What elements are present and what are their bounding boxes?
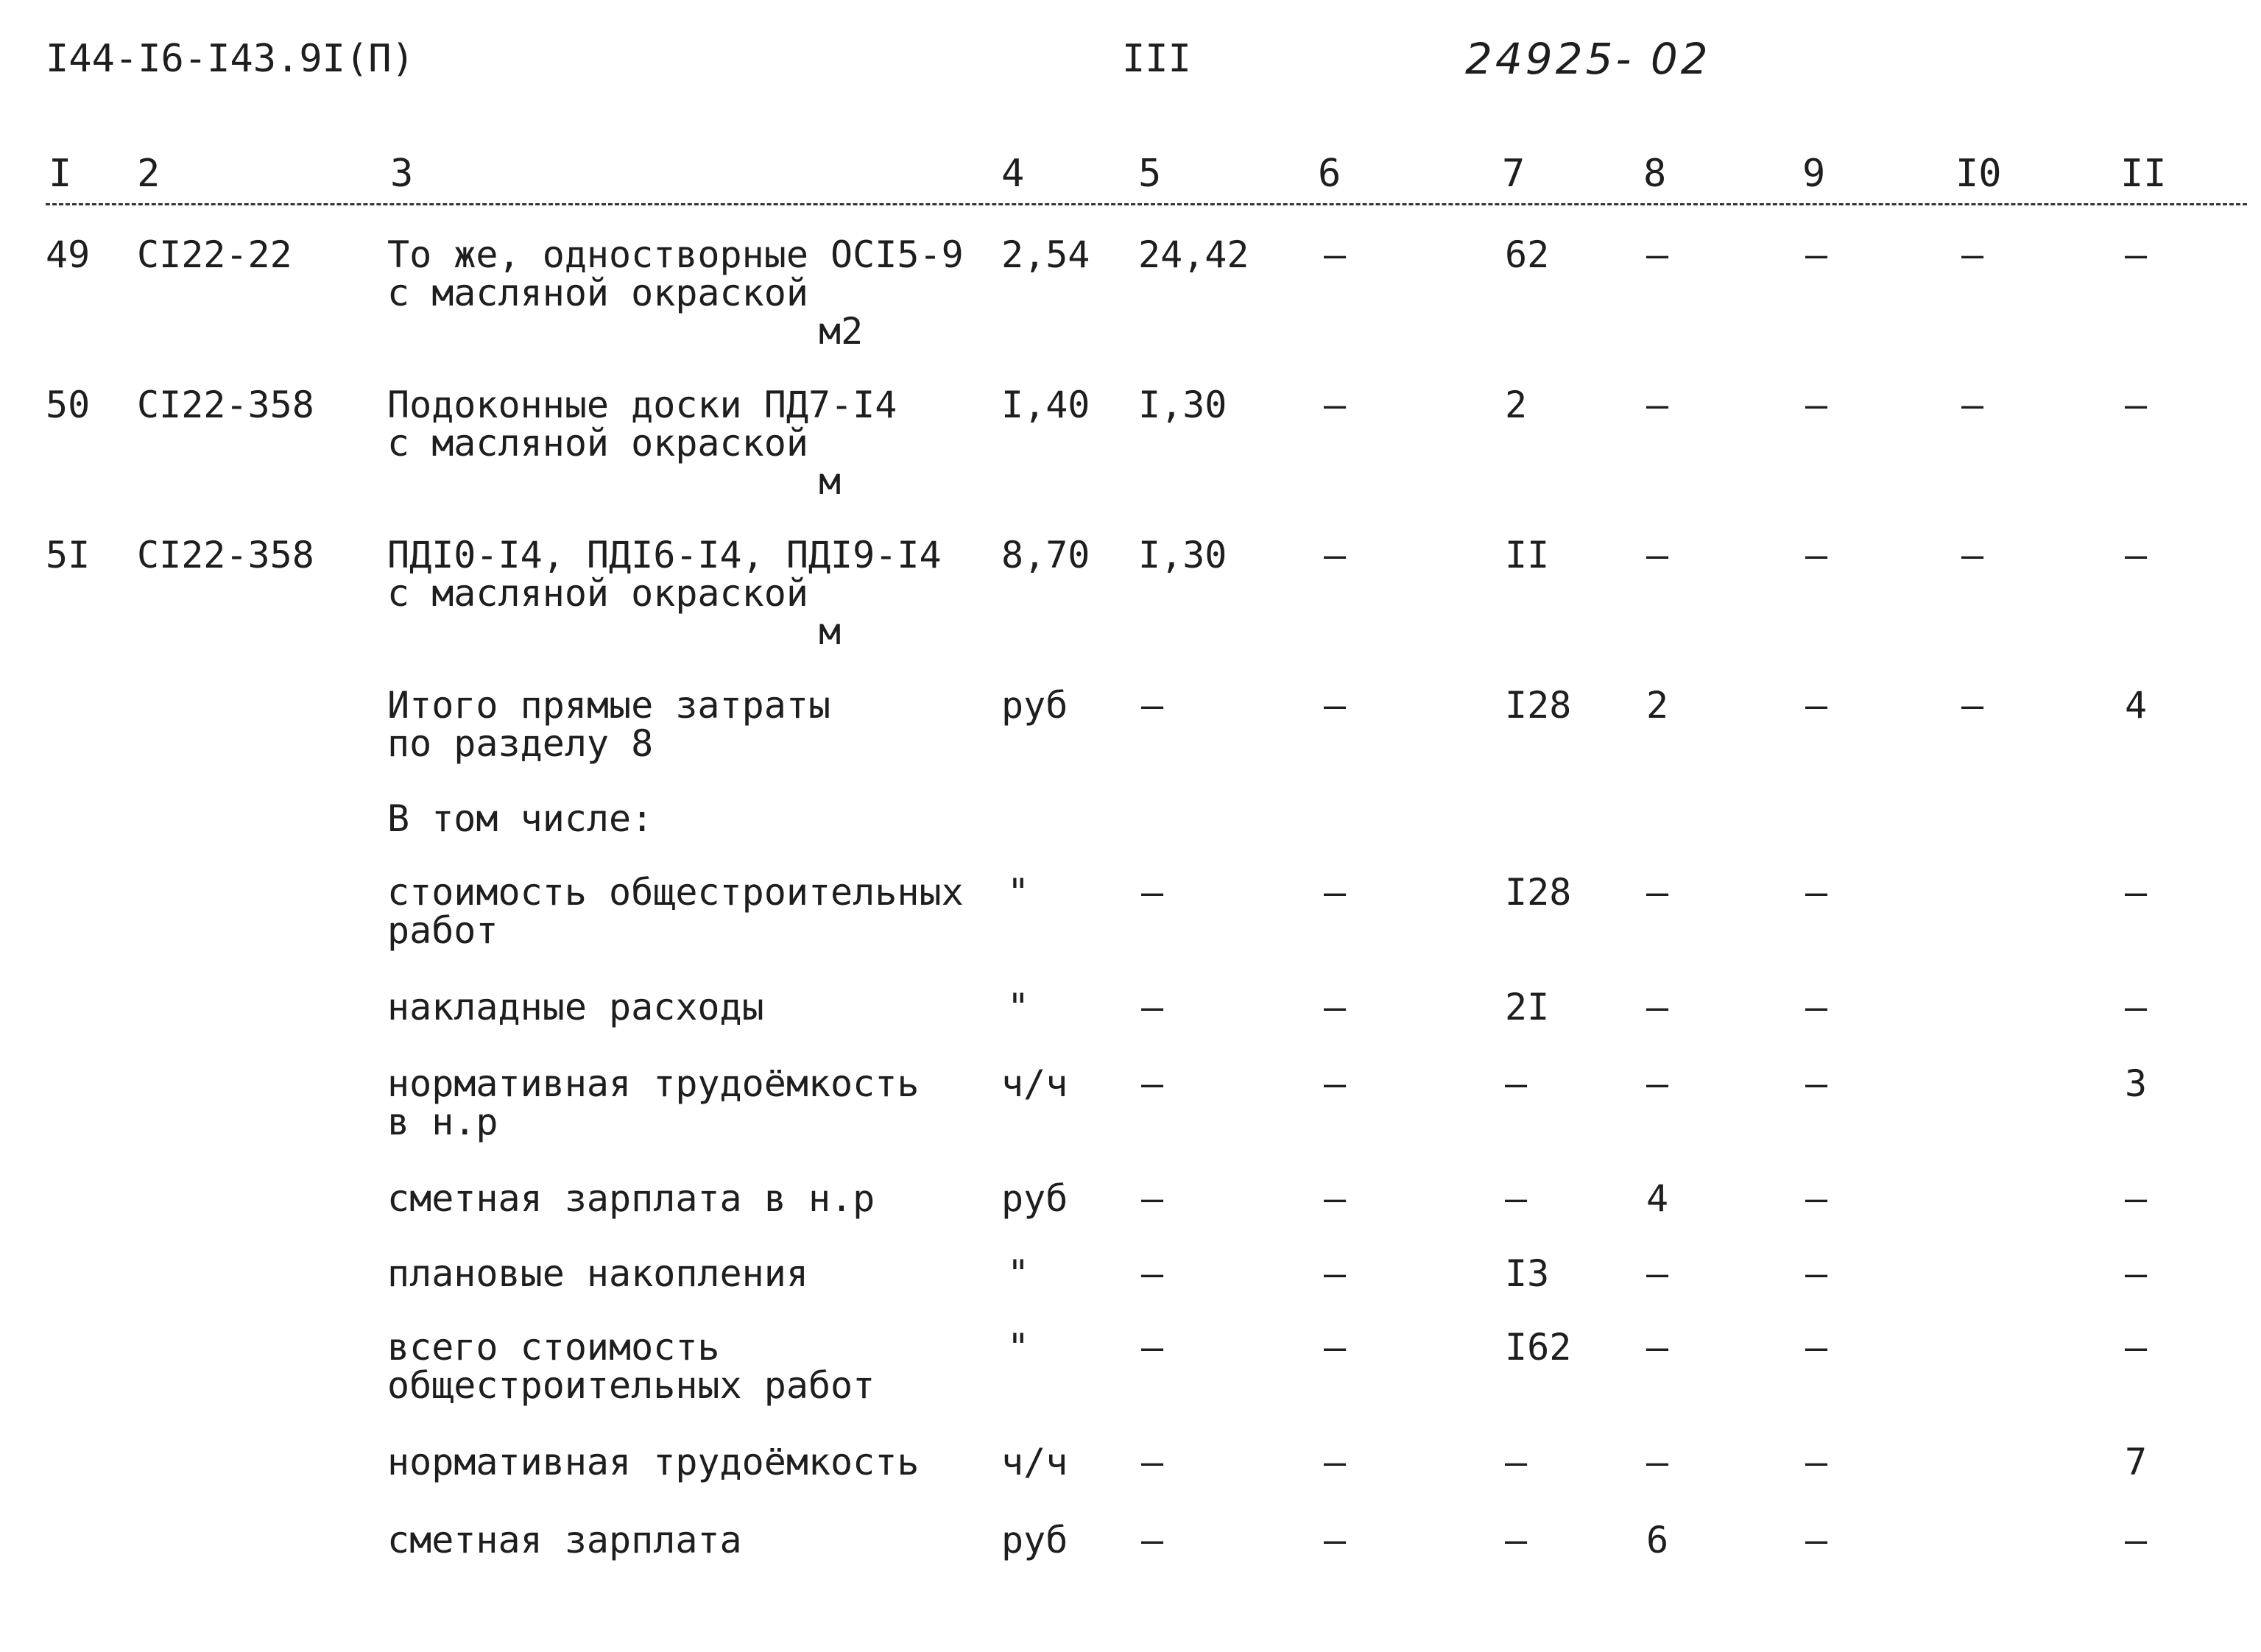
cell-col8: 4 [1646, 1177, 1669, 1220]
breakdown-description: нормативная трудоёмкость [387, 1062, 920, 1105]
cell-col6: – [1324, 1519, 1347, 1561]
cell-col5: – [1141, 871, 1164, 914]
cell-col8: – [1646, 871, 1669, 914]
cell-col9: – [1805, 1252, 1828, 1295]
cell-col11: 3 [2125, 1062, 2148, 1105]
breakdown-description: плановые накопления [387, 1252, 808, 1295]
breakdown-description: работ [387, 909, 498, 952]
row-description: с масляной окраской [387, 422, 808, 465]
column-number: 8 [1643, 152, 1667, 196]
cell-col8: – [1646, 384, 1669, 426]
cell-col11: – [2125, 1519, 2148, 1561]
cell-col11: – [2125, 534, 2148, 576]
column-number: 4 [1001, 152, 1025, 196]
cell-col7: 62 [1505, 233, 1550, 276]
cell-col8: – [1646, 1062, 1669, 1105]
column-number: 6 [1318, 152, 1341, 196]
cell-col9: – [1805, 871, 1828, 914]
cell-col4: " [1007, 986, 1030, 1028]
cell-col4: руб [1001, 684, 1068, 727]
breakdown-description: накладные расходы [387, 986, 764, 1028]
breakdown-description: стоимость общестроительных [387, 871, 964, 914]
cell-col11: – [2125, 1177, 2148, 1220]
cell-col5: – [1141, 1519, 1164, 1561]
cell-col5: – [1141, 1252, 1164, 1295]
cell-col5: – [1141, 1062, 1164, 1105]
cell-col10: – [1961, 684, 1984, 727]
column-number: 5 [1138, 152, 1162, 196]
including-label: В том числе: [387, 797, 654, 840]
cell-col4: 2,54 [1001, 233, 1090, 276]
cell-col5: – [1141, 1441, 1164, 1483]
cell-col5: I,30 [1138, 534, 1227, 576]
cell-col7: I3 [1505, 1252, 1550, 1295]
cell-col7: 2 [1505, 384, 1528, 426]
row-number: 50 [46, 384, 91, 426]
cell-col7: II [1505, 534, 1550, 576]
cell-col8: – [1646, 534, 1669, 576]
cell-col5: 24,42 [1138, 233, 1249, 276]
cell-col4: I,40 [1001, 384, 1090, 426]
column-number: I [49, 152, 72, 196]
cell-col6: – [1324, 233, 1347, 276]
column-number: I0 [1955, 152, 2002, 196]
cell-col9: – [1805, 684, 1828, 727]
row-unit: м [819, 460, 842, 503]
cell-col6: – [1324, 534, 1347, 576]
cell-col6: – [1324, 1252, 1347, 1295]
cell-col5: – [1141, 1177, 1164, 1220]
row-unit: м [819, 610, 842, 653]
breakdown-description: в н.р [387, 1101, 498, 1143]
cell-col5: – [1141, 986, 1164, 1028]
row-description: ПДI0-I4, ПДI6-I4, ПДI9-I4 [387, 534, 942, 576]
cell-col10: – [1961, 534, 1984, 576]
cell-col4: " [1007, 1326, 1030, 1369]
cell-col9: – [1805, 1177, 1828, 1220]
cell-col8: – [1646, 1252, 1669, 1295]
page-number: III [1122, 37, 1191, 81]
cell-col7: – [1505, 1177, 1528, 1220]
cell-col9: – [1805, 1519, 1828, 1561]
cell-col11: – [2125, 1252, 2148, 1295]
cell-col9: – [1805, 1062, 1828, 1105]
cell-col8: – [1646, 1441, 1669, 1483]
cell-col5: – [1141, 1326, 1164, 1369]
row-number: 49 [46, 233, 91, 276]
cell-col9: – [1805, 1441, 1828, 1483]
breakdown-description: общестроительных работ [387, 1364, 875, 1407]
row-number: 5I [46, 534, 91, 576]
document-code: I44-I6-I43.9I(П) [46, 37, 415, 81]
cell-col6: – [1324, 871, 1347, 914]
cell-col10: – [1961, 233, 1984, 276]
cell-col4: руб [1001, 1177, 1068, 1220]
cell-col6: – [1324, 684, 1347, 727]
total-description: по разделу 8 [387, 722, 654, 765]
cell-col11: – [2125, 986, 2148, 1028]
cell-col4: ч/ч [1001, 1441, 1068, 1483]
breakdown-description: сметная зарплата в н.р [387, 1177, 875, 1220]
cell-col7: – [1505, 1441, 1528, 1483]
cell-col11: – [2125, 1326, 2148, 1369]
cell-col5: – [1141, 684, 1164, 727]
breakdown-description: всего стоимость [387, 1326, 720, 1369]
cell-col6: – [1324, 384, 1347, 426]
row-code: CI22-358 [137, 534, 314, 576]
cell-col11: 4 [2125, 684, 2148, 727]
row-code: CI22-22 [137, 233, 292, 276]
cell-col4: " [1007, 1252, 1030, 1295]
cell-col11: – [2125, 233, 2148, 276]
column-numbers-row [0, 152, 2261, 203]
cell-col4: 8,70 [1001, 534, 1090, 576]
cell-col11: – [2125, 384, 2148, 426]
cell-col9: – [1805, 233, 1828, 276]
column-number: II [2120, 152, 2167, 196]
column-number: 2 [137, 152, 161, 196]
column-number: 9 [1802, 152, 1826, 196]
row-description: То же, одностворные OCI5-9 [387, 233, 964, 276]
cell-col8: – [1646, 233, 1669, 276]
cell-col9: – [1805, 1326, 1828, 1369]
breakdown-description: нормативная трудоёмкость [387, 1441, 920, 1483]
cell-col4: руб [1001, 1519, 1068, 1561]
total-description: Итого прямые затраты [387, 684, 831, 727]
cell-col6: – [1324, 986, 1347, 1028]
cell-col11: 7 [2125, 1441, 2148, 1483]
cell-col7: I28 [1505, 684, 1572, 727]
cell-col6: – [1324, 1177, 1347, 1220]
cell-col7: 2I [1505, 986, 1550, 1028]
cell-col8: 6 [1646, 1519, 1669, 1561]
cell-col8: – [1646, 986, 1669, 1028]
cell-col9: – [1805, 986, 1828, 1028]
row-description: с масляной окраской [387, 572, 808, 615]
cell-col6: – [1324, 1062, 1347, 1105]
cell-col6: – [1324, 1441, 1347, 1483]
cell-col4: " [1007, 871, 1030, 914]
row-code: CI22-358 [137, 384, 314, 426]
row-description: Подоконные доски ПД7-I4 [387, 384, 897, 426]
cell-col8: 2 [1646, 684, 1669, 727]
cell-col7: I62 [1505, 1326, 1572, 1369]
cell-col9: – [1805, 534, 1828, 576]
cell-col11: – [2125, 871, 2148, 914]
header-divider [46, 203, 2247, 205]
cell-col8: – [1646, 1326, 1669, 1369]
cell-col6: – [1324, 1326, 1347, 1369]
row-unit: м2 [819, 310, 864, 353]
breakdown-description: сметная зарплата [387, 1519, 742, 1561]
cell-col7: – [1505, 1519, 1528, 1561]
row-description: с масляной окраской [387, 272, 808, 314]
cell-col4: ч/ч [1001, 1062, 1068, 1105]
cell-col7: I28 [1505, 871, 1572, 914]
cell-col7: – [1505, 1062, 1528, 1105]
column-number: 7 [1502, 152, 1525, 196]
cell-col10: – [1961, 384, 1984, 426]
cell-col9: – [1805, 384, 1828, 426]
handwritten-number: 24925- 02 [1465, 34, 1711, 84]
cell-col5: I,30 [1138, 384, 1227, 426]
column-number: 3 [390, 152, 414, 196]
